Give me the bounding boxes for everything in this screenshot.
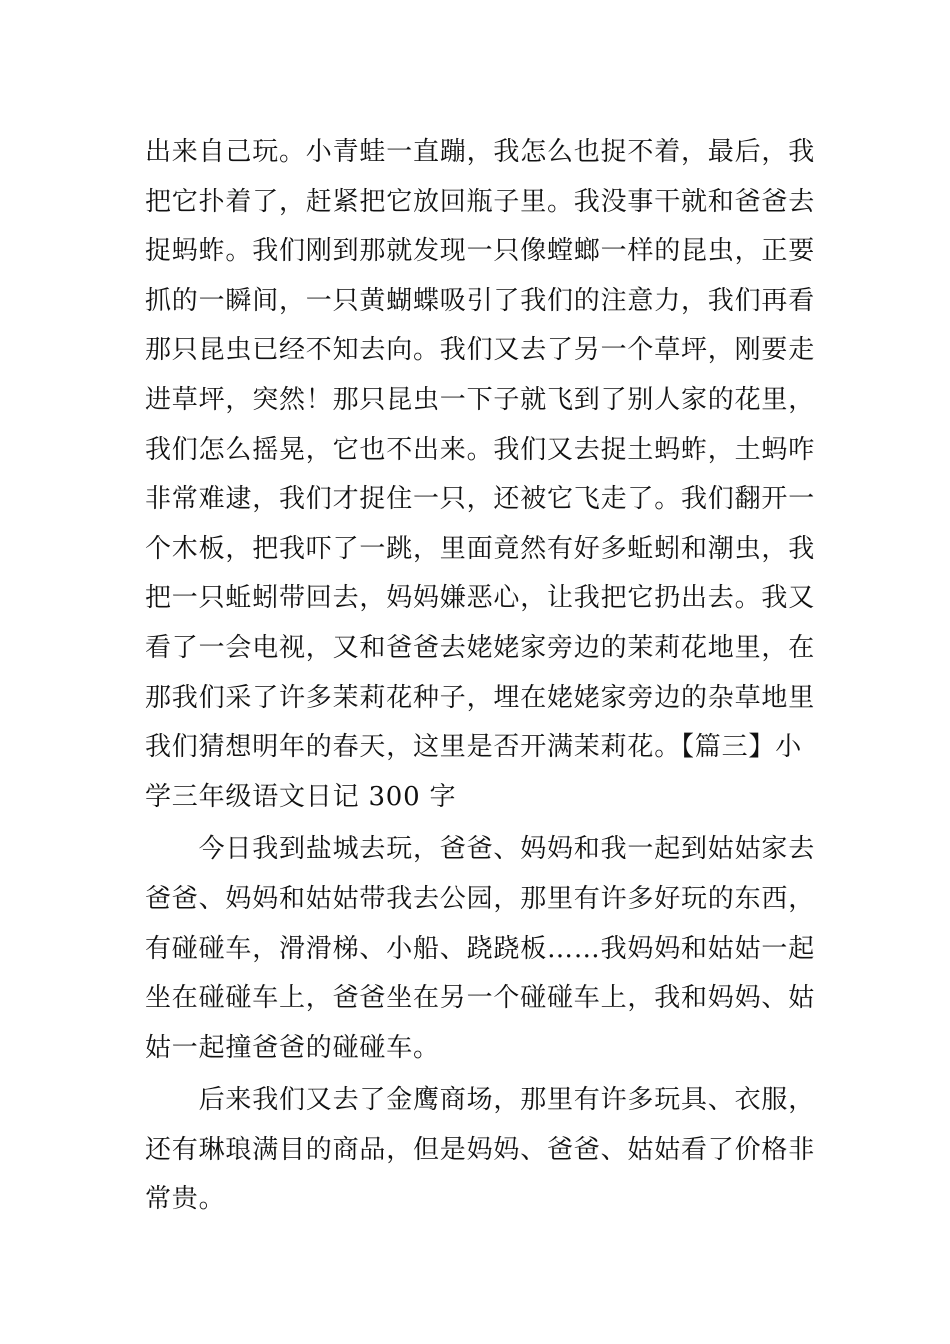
text-line: 有碰碰车，滑滑梯、小船、跷跷板……我妈妈和姑姑一起: [145, 933, 816, 964]
text-line: 我们怎么摇晃，它也不出来。我们又去捉土蚂蚱，土蚂咋: [145, 434, 816, 465]
text-line: 今日我到盐城去玩，爸爸、妈妈和我一起到姑姑家去: [145, 834, 816, 865]
paragraph-1: [145, 128, 816, 822]
text-line: 抓的一瞬间，一只黄蝴蝶吸引了我们的注意力，我们再看: [145, 285, 816, 316]
text-line: 常贵。: [145, 1184, 226, 1215]
text-line: 个木板，把我吓了一跳，里面竟然有好多蚯蚓和潮虫，我: [145, 533, 816, 564]
text-line: 把一只蚯蚓带回去，妈妈嫌恶心，让我把它扔出去。我又: [145, 583, 816, 614]
text-line: 我们猜想明年的春天，这里是否开满茉莉花。【篇三】小: [145, 732, 803, 763]
paragraph-2: [145, 825, 816, 1073]
text-line: 爸爸、妈妈和姑姑带我去公园，那里有许多好玩的东西，: [145, 883, 816, 914]
text-line: 非常难逮，我们才捉住一只，还被它飞走了。我们翻开一: [145, 484, 816, 515]
text-line: 姑一起撞爸爸的碰碰车。: [145, 1032, 440, 1063]
text-line: 把它扑着了，赶紧把它放回瓶子里。我没事干就和爸爸去: [145, 186, 816, 217]
text-line: 看了一会电视，又和爸爸去姥姥家旁边的茉莉花地里，在: [145, 632, 816, 663]
text-line: 捉蚂蚱。我们刚到那就发现一只像螳螂一样的昆虫，正要: [145, 236, 816, 267]
text-line: 坐在碰碰车上，爸爸坐在另一个碰碰车上，我和妈妈、姑: [145, 983, 816, 1014]
text-line: 那只昆虫已经不知去向。我们又去了另一个草坪，刚要走: [145, 335, 816, 366]
text-line: 学三年级语文日记 300 字: [145, 781, 457, 812]
paragraph-3: [145, 1076, 816, 1225]
text-line: 还有琳琅满目的商品，但是妈妈、爸爸、姑姑看了价格非: [145, 1134, 816, 1165]
document-body: [145, 128, 816, 1225]
text-line: 那我们采了许多茉莉花种子，埋在姥姥家旁边的杂草地里: [145, 682, 816, 713]
text-line: 进草坪，突然！那只昆虫一下子就飞到了别人家的花里，: [145, 384, 816, 415]
text-line: 后来我们又去了金鹰商场，那里有许多玩具、衣服，: [145, 1085, 816, 1116]
text-line: 出来自己玩。小青蛙一直蹦，我怎么也捉不着，最后，我: [145, 137, 816, 167]
